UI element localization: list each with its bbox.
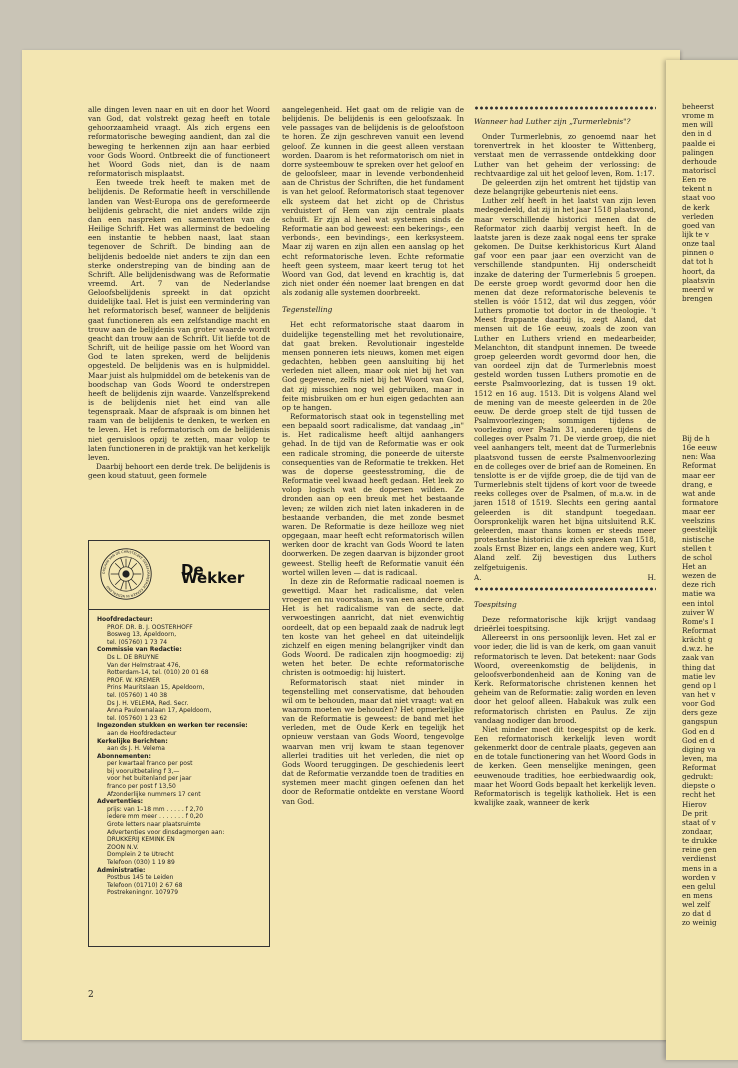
fragment-line: diging va (682, 744, 716, 754)
fragment-line: veelszins (682, 516, 715, 526)
fragment-line: recht het (682, 790, 716, 800)
colophon-line: Prins Mauritslaan 15, Apeldoorn, (107, 684, 205, 692)
colophon-line: iedere mm meer . . . . . . . f 0,20 (107, 813, 204, 821)
fragment-line: zo dat d (682, 909, 712, 919)
paragraph: alle dingen leven naar en uit en door het Woord van God, dat volstrekt gezag heeft en totale gehoorzaamheid vraagt. Als zich ergens een reformatorische beweging aandient, dan zal die beweging te herkennen zijn aan haar eerbied voor Gods Woord. Ontbreekt die of functioneert het Woord Gods niet, dan is de naam reformatorisch misplaatst. (88, 105, 270, 179)
colophon-line: Postbus 145 te Leiden (107, 874, 174, 882)
colophon-line: Ds L. DE BRUYNE (107, 653, 159, 661)
fragment-line: matie lev (682, 671, 716, 681)
fragment-line: 16e eeuw (682, 443, 717, 453)
fragment-line: maar eer (682, 470, 716, 480)
fragment-line: leven, ma (682, 753, 718, 763)
colophon-line: tel. (05760) 1 40 38 (107, 691, 168, 699)
colophon-line: Rotterdam-14, tel. (010) 20 01 68 (107, 669, 209, 677)
fragment-line: krächt g (682, 635, 713, 645)
colophon-line: Van der Helmstraat 476, (107, 661, 181, 669)
colophon-heading: Ingezonden stukken en werken ter recensie: (97, 722, 248, 730)
fragment-line: drang, e (682, 479, 713, 489)
paragraph: In deze zin de Reformatie radicaal noemen is gewettigd. Maar het radicalisme, dat velen vroeger en nu voorstaan, is van een andere orde. Het is het radicalisme van de secte, dat verwoestingen aanricht, dat niet evenwichtig oordeelt, dat op een bepaald zaak de nadruk legt ten koste van het geheel en dat uiteindelijk zichzelf en eigen mening belangrijker vindt dan Gods Woord. De radicalen zijn hoogmoedig: zij weten het beter. De echte reformatorische christen is ootmoedig: hij luistert. (282, 576, 464, 678)
fragment-line: ders geze (682, 708, 718, 718)
decorative-divider (474, 586, 656, 592)
fragment-line: geestelijk (682, 525, 718, 535)
colophon-line: DRUKKERIJ KEMINK EN (107, 836, 175, 844)
fragment-line: Reformat (682, 625, 717, 635)
svg-text:ORGAAN VAN DE CHRISTELIJKE GER: ORGAAN VAN DE CHRISTELIJKE GEREFORMEERDE KERKEN IN NEDERLAND (101, 549, 151, 599)
fragment-line: een gelul (682, 881, 716, 891)
fragment-line: worden v (682, 872, 716, 882)
fragment-line: meerd w (682, 284, 714, 294)
fragment-line: lijk te v (682, 229, 709, 239)
paragraph: De geleerden zijn het omtrent het tijdstip van deze belangrijke gebeurtenis niet eens. (474, 177, 656, 197)
colophon-line: franco per post f 13,50 (107, 783, 176, 791)
fragment-line: Bij de h (682, 434, 710, 443)
fragment-line: zaak van (682, 653, 714, 663)
colophon-heading: Commissie van Redactie: (97, 646, 182, 654)
fragment-line: wel zelf (682, 900, 710, 910)
church-seal-logo (99, 547, 153, 601)
fragment-line: wezen de (682, 571, 717, 581)
fragment-line: verleden (682, 211, 714, 221)
fragment-line: hoort, da (682, 266, 716, 276)
paragraph: aangelegenheid. Het gaat om de religie van de belijdenis. De belijdenis is een geloofszaak. In vele passages van de belijdenis is de geloofstoon te horen. Ze zijn geschreven vanuit een levend geloof. Ze kunnen in die geest alleen verstaan worden. Daarom is het reformatorisch om niet in dorre systeembouw te spreken over het geloof en de geloofsleer, maar in levende verbondenheid aan de Christus der Schriften, die het fundament is van het geloof. Reformatorisch staat tegenover elk systeem dat het zicht op de Christus verduistert of Hem van zijn centrale plaats schuift. Er zijn al heel wat systemen sinds de Reformatie aan bod geweest: een bekerings-, een verbonds-, een bevindings-, een kerksysteem. Maar zij waren en zijn allen een aanslag op het echt reformatorische leven. Echte reformatie heeft geen systeem, maar keert terug tot het Woord van God, dat levend en krachtig is, dat zich niet onder één noemer laat brengen en dat als zodanig alle systemen doorbreekt. (282, 105, 464, 298)
fragment-line: staat voo (682, 193, 716, 203)
fragment-line: pinnen o (682, 248, 714, 258)
paragraph: Een tweede trek heeft te maken met de belijdenis. De Reformatie heeft in verschillende landen van West-Europa ons de gereformeerde belijdenis gebracht, die niet anders wilde zijn dan een naspreken en samenvatten van de Heilige Schrift. Het was allerminst de bedoeling een instantie te hebben naast, laat staan tegenover de Schrift. De binding aan de belijdenis bedoelde niet anders te zijn dan een sterke onderstreping van de binding aan de Schrift. Alle belijdenisdwang was de Reformatie vreemd. Art. 7 van de Nederlandse Geloofsbelijdenis spreekt in dat opzicht duidelijke taal. Het is juist een vermindering van het reformatorisch besef, wanneer de belijdenis gaat functioneren als een zelfstandige macht en trouw aan de belijdenis van groter waarde wordt geacht dan trouw aan de Schrift. Uit liefde tot de Schrift, uit de heilige passie om het Woord van God te laten spreken, werd de belijdenis opgesteld. De belijdenis was en is hulpmiddel. Maar juist als hulpmiddel om de betekenis van de boodschap van Gods Woord te onderstrepen heeft de belijdenis zijn waarde. Vanzelfsprekend is de belijdenis niet het eind van alle tegenspraak. Maar de afspraak is om binnen het raam van de belijdenis te denken, te werken en te leven. Het is reformatorisch om de belijdenis niet geruisloos opzij te zetten, maar volop te laten functioneren in de praktijk van het kerkelijk leven. (88, 178, 270, 462)
fragment-line: Het an (682, 561, 707, 571)
fragment-line: gend op l (682, 680, 716, 690)
colophon-line: PROF. DR. B. J. OOSTERHOFF (107, 623, 193, 631)
initial-right: H. (647, 572, 656, 582)
fragment-line: Reformat (682, 461, 717, 471)
fragment-line: te drukke (682, 836, 718, 846)
colophon-heading: Abonnementen: (97, 752, 151, 760)
colophon-line: aan de Hoofdredacteur (107, 729, 177, 737)
fragment-line: brengen (682, 293, 713, 303)
paragraph: Reformatorisch staat ook in tegenstelling met een bepaald soort radicalisme, dat vandaag „in" is. Het radicalisme heeft altijd aanhangers gehad. In de tijd van de Reformatie was er ook een radicale stroming, die poneerde de uiterste consequenties van de Reformatie te trekken. Het was de doperse geestesstroming, die de Reformatie veel kwaad heeft gedaan. Het leek zo volop logisch wat de dopersen wilden. Ze dronden aan op een breuk met het bestaande leven; ze wilden zich niet laten inkaderen in de bestaande verbanden, die met zonde besmet waren. De Reformatie is deze heilloze weg niet opgegaan, maar heeft echt reformatorisch willen werken door de kracht van Gods Woord te laten doorwerken. De zegen daarvan is bijzonder groot geweest. Stellig heeft de Reformatie vanuit één wortel willen leven — dat is radicaal. (282, 412, 464, 577)
fragment-line: onze taal (682, 239, 716, 249)
fragment-line: verdienst (682, 854, 717, 864)
fragment-line: thing dat (682, 662, 716, 672)
colophon-line: Domplein 2 te Utrecht (107, 851, 174, 859)
colophon-line: per kwartaal franco per post (107, 760, 193, 768)
fragment-line: matoriscl (682, 165, 717, 175)
colophon-line: Afzonderlijke nummers 17 cent (107, 790, 201, 798)
fragment-line: beheerst (682, 102, 715, 111)
fragment-line: God en d (682, 726, 715, 736)
decorative-divider (474, 105, 656, 111)
fragment-line: vrome m (682, 111, 714, 121)
colophon-line: ZOON N.V. (107, 843, 139, 851)
paragraph: Luther zelf heeft in het laatst van zijn leven medegedeeld, dat zij in het jaar 1518 plaatsvond, maar verschillende historici menen dat de Reformator zich daarbij vergist heeft. In de laatste jaren is deze zaak nogal eens ter sprake gekomen. De Duitse kerkhistoricus Kurt Aland gaf voor een paar jaar een overzicht van de verschillende standpunten. Hij onderscheidt inzake de datering der Turmerlebnis 5 groepen. De eerste groep wordt gevormd door hen die menen dat deze reformatorische belevenis te stellen is vóór 1512, dat wil dus zeggen, vóór Luthers promotie tot doctor in de theologie. 't Meest frappante daarbij is, zegt Aland, dat mensen uit de 16e eeuw, zoals de zoon van Luther en Luthers vriend en medearbeider, Melanchton, dit standpunt innemen. De tweede groep geleerden wordt gevormd door hen, die van oordeel zijn dat de Turmerlebnis moest gesteld worden tussen Luthers promotie en de eerste Psalmvoorlezing, dat is tussen 19 okt. 1512 en 16 aug. 1513. Dit is volgens Aland wel de mening van de meeste geleerden in de 20e eeuw. De derde groep stelt de tijd tussen de Psalmvoorlezingen; sommigen tijdens de voorlezing over Psalm 31, anderen tijdens de colleges over Psalm 71. De vierde groep, die niet veel aanhangers telt, meent dat de Turmerlebnis plaatsvond tussen de eerste Psalmenvoorlezing en de colleges over de brief aan de Romeinen. En tenslotte is er de vijfde groep, die de tijd van de Turmerlebnis stelt tijdens of kort voor de tweede reeks colleges over de Psalmen, of m.a.w. in de jaren 1518 of 1519. Slechts een gering aantal geleerden is dit standpunt toegedaan. Oorspronkelijk waren het bijna uitsluitend R.K. geleerden, maar thans komen er steeds meer protestantse historici die zich spreken van 1518, zoals Ernst Bizer en, langs een andere weg, Kurt Aland zelf. Zij bevestigen dus Luthers zelfgetuigenis. (474, 196, 656, 572)
colophon-line: Postrekeningnr. 107979 (107, 889, 179, 897)
fragment-line: wat ande (682, 488, 716, 498)
colophon-heading: Administratie: (97, 866, 146, 874)
fragment-line: gedrukt: (682, 772, 714, 782)
fragment-line: mens in a (682, 863, 718, 873)
fragment-line: reine gen (682, 845, 717, 855)
fragment-line: God en d (682, 735, 715, 745)
fragment-line: voor God (682, 699, 716, 709)
fragment-line: De prit (682, 808, 708, 818)
paragraph: Het echt reformatorische staat daarom in duidelijke tegenstelling met het revolutionaire, dat gaat breken. Revolutionair ingestelde mensen ponneren iets nieuws, komen met eigen gedachten, hebben geen aansluiting bij het verleden niet alleen, maar ook niet bij het van God gegevene, zelfs niet bij het Woord van God, dat zij misschien nog wel gebruiken, maar in feite misbruiken om er hun eigen gedachten aan op te hangen. (282, 320, 464, 412)
fragment-line: men will (682, 120, 714, 130)
colophon-line: Anna Paulownalaan 17, Apeldoorn, (107, 707, 212, 715)
fragment-line: een intol (682, 598, 714, 608)
article-column-2 (282, 105, 464, 806)
fragment-line: zuiver W (682, 607, 715, 617)
fragment-line: zondaar, (682, 827, 713, 837)
fragment-line: maar eer (682, 507, 716, 517)
fragment-line: van het v (682, 689, 716, 699)
colophon-line: Telefoon (01710) 2 67 68 (107, 881, 183, 889)
fragment-line: dat tot h (682, 257, 714, 267)
fragment-line: de schol (682, 552, 713, 562)
fragment-line: stellen t (682, 543, 712, 553)
colophon-box (88, 540, 270, 947)
colophon-line: Ds J. H. VELEMA, Red. Secr. (107, 699, 189, 707)
fragment-line: Een re (682, 175, 707, 185)
publication-title: De Wekker (181, 561, 245, 587)
sidebar-article-title: Wanneer had Luther zijn „Turmerlebnis"? (474, 117, 631, 126)
fragment-line: tekent n (682, 184, 713, 194)
colophon-line: Telefoon (030) 1 19 89 (107, 859, 175, 866)
colophon-line: prijs: van 1–18 mm . . . . . f 2,70 (107, 805, 204, 813)
paragraph: Onder Turmerlebnis, zo genoemd naar het torenvertrek in het klooster te Wittenberg, verstaat men de verrassende ontdekking door Luther van het geheim der verlossing: de rechtvaardige zal uit het geloof leven, Rom. 1:17. (474, 132, 656, 178)
colophon-line: tel. (05760) 1 73 74 (107, 638, 168, 646)
fragment-line: palingen (682, 147, 714, 157)
next-page-fragment-bottom (682, 434, 738, 928)
fragment-line: d.w.z. he (682, 644, 714, 654)
masthead (89, 541, 269, 610)
page-number: 2 (88, 990, 94, 1000)
section-heading-tegenstelling: Tegenstelling (282, 305, 333, 315)
fragment-line: deze rich (682, 580, 716, 590)
fragment-line: goed van (682, 220, 716, 230)
author-initials (474, 573, 656, 582)
colophon-line: voor het buitenland per jaar (107, 775, 192, 783)
colophon-line: Bosweg 13, Apeldoorn, (107, 631, 177, 639)
colophon-info (89, 610, 269, 897)
fragment-line: en mens (682, 891, 713, 901)
colophon-line: aan ds J. H. Velema (107, 745, 165, 753)
next-page-fragment-top (682, 102, 738, 303)
fragment-line: nen: Waa (682, 452, 716, 462)
paragraph: Deze reformatorische kijk krijgt vandaag drieërlei toespitsing. (474, 614, 656, 634)
fragment-line: den in d (682, 129, 712, 139)
colophon-heading: Hoofdredacteur: (97, 616, 153, 623)
colophon-line: bij vooruitbetaling f 3,— (107, 767, 180, 775)
fragment-line: paalde ei (682, 138, 716, 148)
fragment-line: diepste o (682, 781, 716, 791)
fragment-line: Hierov (682, 799, 707, 809)
fragment-line: staat of v (682, 817, 716, 827)
fragment-line: Reformat (682, 763, 717, 773)
fragment-line: derhoude (682, 156, 717, 166)
colophon-line: PROF. W. KREMER (107, 676, 160, 684)
article-column-3 (474, 105, 656, 807)
colophon-line: Advertenties voor dinsdagmorgen aan: (107, 828, 225, 836)
fragment-line: Rome's I (682, 616, 714, 626)
colophon-line: tel. (05760) 1 23 62 (107, 714, 168, 722)
fragment-line: gangspun (682, 717, 718, 727)
fragment-line: zo weinig (682, 918, 717, 928)
fragment-line: plaatsvin (682, 275, 716, 285)
fragment-line: matie wa (682, 589, 716, 599)
fragment-line: formatore (682, 497, 719, 507)
fragment-line: nistische (682, 534, 715, 544)
colophon-heading: Advertenties: (97, 798, 144, 806)
article-column-1 (88, 105, 270, 480)
section-heading-toespitsing: Toespitsing (474, 599, 517, 609)
paragraph: Daarbij behoort een derde trek. De belijdenis is geen koud statuut, geen formele (88, 462, 271, 481)
paragraph: Reformatorisch staat niet minder in tegenstelling met conservatisme, dat behouden wil om te behouden, maar dat niet vraagt: wat en waarom moeten we behouden? Het opmerkelijke van de Reformatie is geweest: de band met het verleden, met de Oude Kerk en tegelijk het opnieuw verstaan van Gods Woord, tengevolge waarvan men vrij kwam te staan tegenover allerlei tradities uit het verleden, die niet op Gods Woord teruggingen. De geschiedenis leert dat de Reformatie verzandde toen de tradities en systemen meer macht gingen oefenen dan het door de Reformatie ontdekte en verstane Woord van God. (282, 677, 464, 806)
colophon-heading: Kerkelijke Berichten: (97, 737, 168, 745)
paragraph: Allereerst in ons persoonlijk leven. Het zal er voor ieder, die lid is van de kerk, om gaan vanuit reformatorisch te leven. Dat betekent: naar Gods Woord, overeenkomstig de belijdenis, in geloofsverbondenheid aan de Koning van de Kerk. Reformatorische christenen kennen het geheim van de Reformatie: zalig worden en leven door het geloof alleen. Habakuk was zulk een reformatorisch christen en Paulus. Ze zijn vandaag nodiger dan brood. (474, 633, 656, 725)
colophon-line: Grote letters naar plaatsruimte (107, 821, 201, 829)
paragraph: Niet minder moet dit toegespitst op de kerk. Een reformatorisch kerkelijk leven wordt gekenmerkt door de centrale plaats, gegeven aan en de totale functionering van het Woord Gods in de kerken. Geen menselijke meningen, geen eeuwenoude tradities, hoe eerbiedwaardig ook, maar het Woord Gods bepaalt het kerkelijk leven. Reformatorisch is tegelijk katholiek. Het is een kwalijke zaak, wanneer de kerk (474, 724, 656, 808)
initial-left: A. (474, 572, 482, 582)
fragment-line: de kerk (682, 202, 710, 212)
